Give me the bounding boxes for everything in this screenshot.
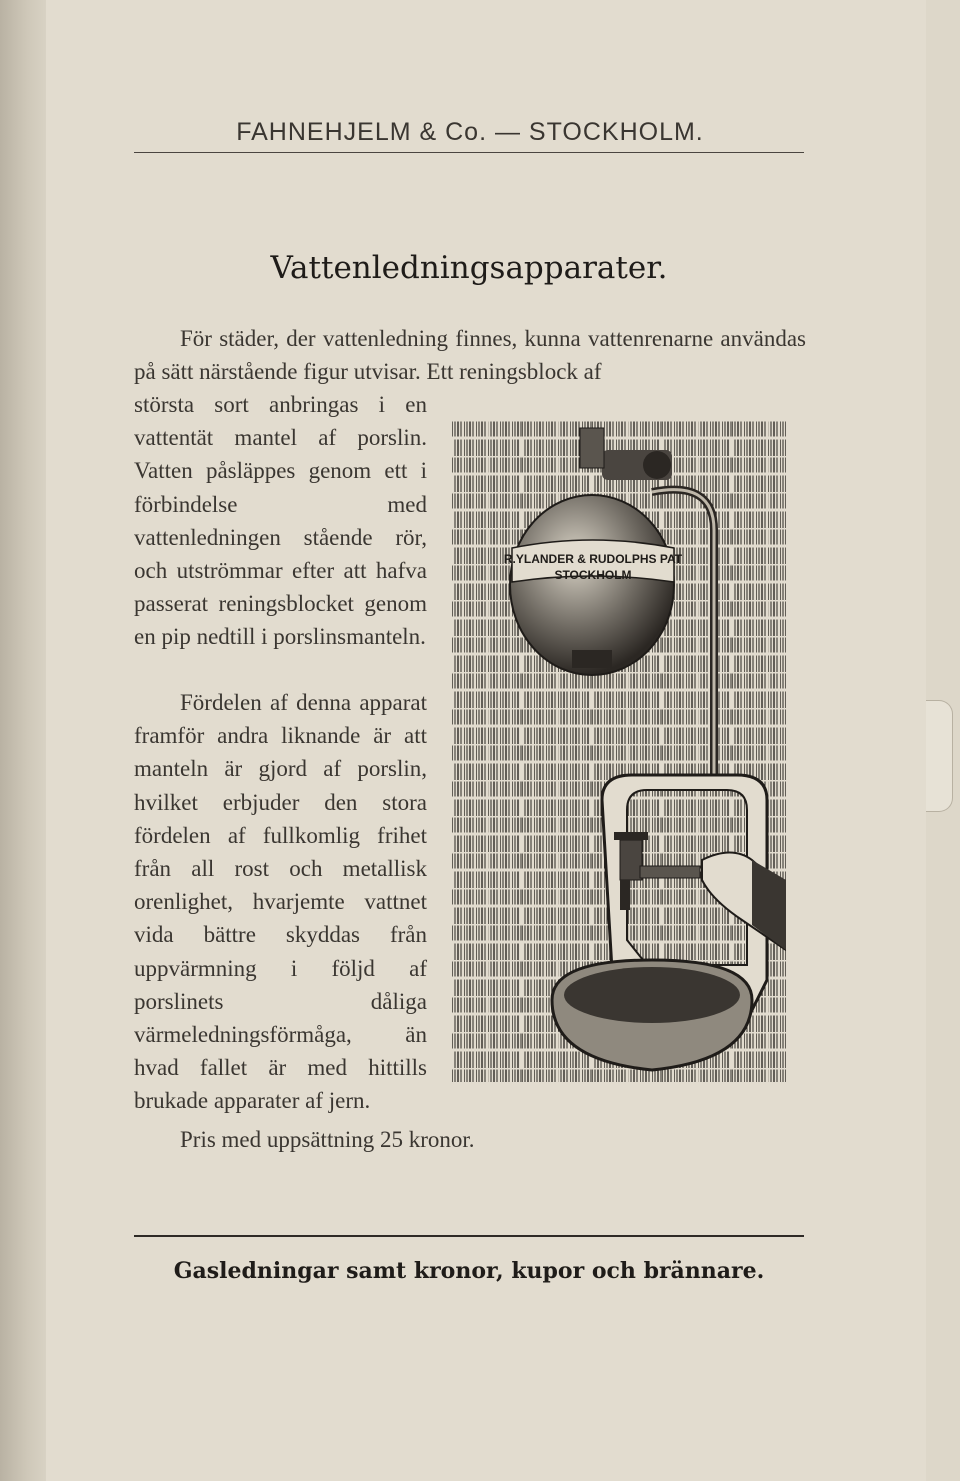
advantage-paragraph: Fördelen af denna apparat framför andra liknande är att manteln är gjord af porslin, hvilket erbjuder den stora fördelen af fullkomlig frihet från all rost och metallisk orenlighet, hvarjemte vattnet vida bättre skyddas från uppvärmning i följd af porslinets dåliga värmeledningsförmåga, än hvad fallet är med hittills brukade apparater af jern. [134, 690, 427, 1114]
intro-paragraph-continued: största sort anbringas i en vattentät mantel af porslin. Vatten påsläppes genom ett i förbindelse med vattenledningen stående rör, och utströmmar efter att hafva passerat reningsblocket genom en pip nedtill i porslinsmanteln. [134, 392, 427, 650]
page-edge-tab [926, 700, 953, 812]
book-binding [0, 0, 47, 1481]
footer-heading: Gasledningar samt kronor, kupor och brännare. [173, 1258, 765, 1284]
city-label: STOCKHOLM [554, 568, 632, 582]
maker-label: R.YLANDER & RUDOLPHS PAT [503, 552, 683, 566]
page-title: Vattenledningsapparater. [270, 250, 668, 286]
header-rule [134, 152, 804, 153]
price-line: Pris med uppsättning 25 kronor. [180, 1127, 475, 1152]
footer-rule [134, 1235, 804, 1237]
water-purifier-illustration [452, 420, 786, 1082]
page-header: FAHNEHJELM & Co. — STOCKHOLM. [236, 118, 704, 146]
intro-paragraph: För städer, der vattenledning finnes, kunna vattenrenarne användas på sätt närstående figur utvisar. Ett reningsblock af [134, 326, 806, 385]
